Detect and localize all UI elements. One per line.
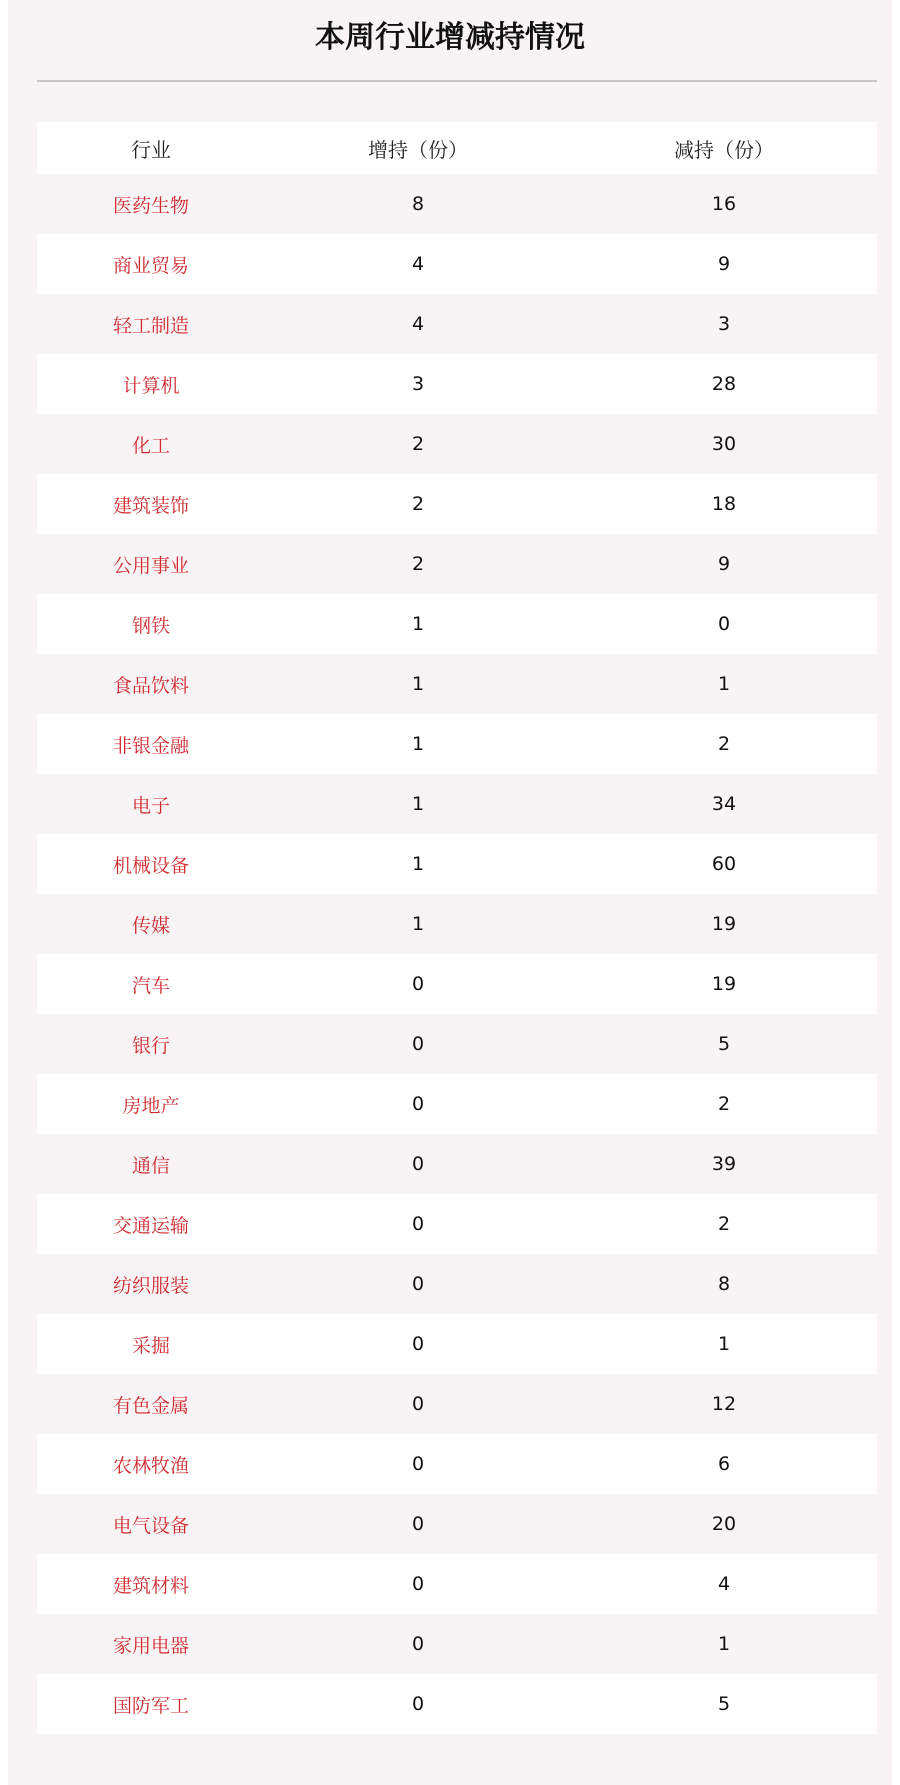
- increase-count: 0: [411, 1273, 425, 1295]
- decrease-count: 5: [717, 1693, 731, 1715]
- decrease-count: 60: [711, 853, 737, 875]
- table-row: [37, 1314, 877, 1374]
- decrease-count: 3: [717, 313, 731, 335]
- table-header-row: [37, 122, 877, 174]
- increase-count: 0: [411, 1153, 425, 1175]
- industry-name: 钢铁: [131, 614, 170, 637]
- increase-count: 4: [411, 313, 425, 335]
- industry-name: 非银金融: [112, 734, 189, 757]
- increase-count: 0: [411, 1093, 425, 1115]
- table-row: [37, 1074, 877, 1134]
- increase-count: 0: [411, 1633, 425, 1655]
- increase-count: 0: [411, 973, 425, 995]
- industry-table: [37, 122, 877, 1734]
- increase-count: 1: [411, 733, 425, 755]
- increase-count: 4: [411, 253, 425, 275]
- table-row: [37, 1494, 877, 1554]
- table-row: [37, 1674, 877, 1734]
- header-increase: 增持（份）: [368, 137, 468, 162]
- table-row: [37, 714, 877, 774]
- increase-count: 1: [411, 853, 425, 875]
- decrease-count: 1: [717, 1633, 731, 1655]
- increase-count: 1: [411, 793, 425, 815]
- increase-count: 2: [411, 433, 425, 455]
- decrease-count: 9: [717, 253, 731, 275]
- table-row: [37, 534, 877, 594]
- decrease-count: 18: [711, 493, 737, 515]
- increase-count: 0: [411, 1693, 425, 1715]
- industry-name: 银行: [131, 1034, 170, 1057]
- industry-name: 汽车: [131, 974, 170, 997]
- table-row: [37, 1194, 877, 1254]
- table-row: [37, 1374, 877, 1434]
- increase-count: 1: [411, 913, 425, 935]
- table-row: [37, 1134, 877, 1194]
- decrease-count: 28: [711, 373, 737, 395]
- decrease-count: 2: [717, 1093, 731, 1115]
- increase-count: 2: [411, 553, 425, 575]
- table-row: [37, 1254, 877, 1314]
- industry-name: 农林牧渔: [112, 1454, 189, 1477]
- industry-name: 商业贸易: [112, 254, 189, 277]
- industry-name: 机械设备: [112, 854, 189, 877]
- decrease-count: 1: [717, 1333, 731, 1355]
- decrease-count: 8: [717, 1273, 731, 1295]
- industry-name: 纺织服装: [112, 1274, 189, 1297]
- table-row: [37, 1434, 877, 1494]
- table-row: [37, 894, 877, 954]
- table-row: [37, 1554, 877, 1614]
- table-row: [37, 174, 877, 234]
- page-title: 本周行业增减持情况: [315, 20, 585, 55]
- table-row: [37, 594, 877, 654]
- industry-name: 化工: [131, 434, 170, 457]
- industry-name: 计算机: [122, 374, 180, 397]
- increase-count: 0: [411, 1453, 425, 1475]
- increase-count: 0: [411, 1033, 425, 1055]
- increase-count: 8: [411, 193, 425, 215]
- increase-count: 2: [411, 493, 425, 515]
- industry-name: 交通运输: [112, 1214, 189, 1237]
- increase-count: 0: [411, 1513, 425, 1535]
- increase-count: 1: [411, 673, 425, 695]
- decrease-count: 16: [711, 193, 737, 215]
- decrease-count: 9: [717, 553, 731, 575]
- table-row: [37, 294, 877, 354]
- industry-name: 家用电器: [112, 1634, 189, 1657]
- industry-name: 建筑材料: [112, 1574, 189, 1597]
- industry-name: 医药生物: [112, 194, 189, 217]
- decrease-count: 30: [711, 433, 737, 455]
- header-decrease: 减持（份）: [674, 137, 774, 162]
- table-body: [37, 174, 877, 1734]
- table-row: [37, 1614, 877, 1674]
- decrease-count: 19: [711, 913, 737, 935]
- decrease-count: 12: [711, 1393, 737, 1415]
- decrease-count: 4: [717, 1573, 731, 1595]
- industry-name: 建筑装饰: [112, 494, 189, 517]
- table-row: [37, 354, 877, 414]
- table-row: [37, 474, 877, 534]
- decrease-count: 19: [711, 973, 737, 995]
- decrease-count: 2: [717, 1213, 731, 1235]
- industry-name: 电子: [131, 794, 170, 817]
- industry-name: 通信: [131, 1154, 170, 1177]
- industry-name: 公用事业: [112, 554, 189, 577]
- increase-count: 0: [411, 1393, 425, 1415]
- decrease-count: 20: [711, 1513, 737, 1535]
- decrease-count: 34: [711, 793, 737, 815]
- table-row: [37, 774, 877, 834]
- industry-name: 传媒: [131, 914, 170, 937]
- table-row: [37, 414, 877, 474]
- decrease-count: 2: [717, 733, 731, 755]
- industry-name: 采掘: [131, 1334, 170, 1357]
- industry-name: 食品饮料: [112, 674, 189, 697]
- decrease-count: 6: [717, 1453, 731, 1475]
- table-row: [37, 1014, 877, 1074]
- industry-name: 有色金属: [112, 1394, 189, 1417]
- table-row: [37, 954, 877, 1014]
- industry-name: 轻工制造: [112, 314, 189, 337]
- title-divider: [37, 80, 877, 82]
- increase-count: 0: [411, 1573, 425, 1595]
- decrease-count: 5: [717, 1033, 731, 1055]
- industry-name: 电气设备: [112, 1514, 189, 1537]
- increase-count: 0: [411, 1333, 425, 1355]
- industry-name: 房地产: [122, 1094, 180, 1117]
- industry-name: 国防军工: [112, 1694, 189, 1717]
- increase-count: 0: [411, 1213, 425, 1235]
- decrease-count: 1: [717, 673, 731, 695]
- header-industry: 行业: [131, 137, 171, 162]
- table-row: [37, 654, 877, 714]
- table-row: [37, 234, 877, 294]
- decrease-count: 39: [711, 1153, 737, 1175]
- decrease-count: 0: [717, 613, 731, 635]
- content-panel: [8, 0, 892, 1785]
- increase-count: 3: [411, 373, 425, 395]
- increase-count: 1: [411, 613, 425, 635]
- table-row: [37, 834, 877, 894]
